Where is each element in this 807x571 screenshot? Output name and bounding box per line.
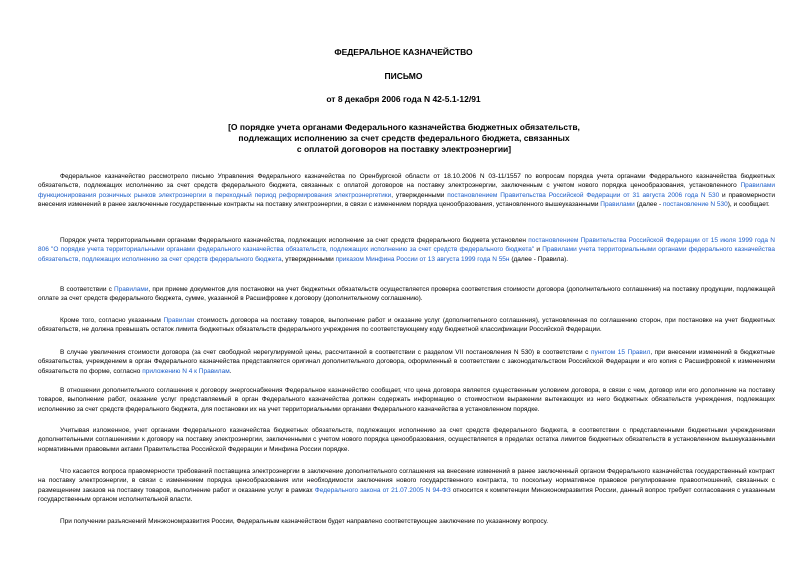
link-rules-item-15[interactable]: пунктом 15 Правил <box>590 349 651 356</box>
link-rules[interactable]: Правилами <box>113 286 149 293</box>
paragraph-text: Кроме того, согласно указанным <box>60 317 164 324</box>
paragraph-text: Учитывая изложенное, учет органами Федерального казначейства бюджетных обязательств, подлежащих исполнению за счет средств федерального бюджета, в соответствии с представленными бюджетными учреждениями дополнительными соглашениями к договору на поставку электроэнергии, заключенными с учетом нового порядка ценообразования, осуществляется в пределах остатка лимитов бюджетных обязательств в установленном вышеуказанными нормативными правовыми актами Правительства Российской Федерации и Минфина России порядке. <box>38 427 775 453</box>
paragraph-text: , утвержденными <box>391 191 448 199</box>
paragraph-text: В соответствии с <box>60 286 114 293</box>
paragraph-text: , утвержденными <box>281 255 336 263</box>
document-title <box>200 122 608 155</box>
paragraph-3 <box>38 285 775 304</box>
link-resolution-530[interactable]: постановлением Правительства Российской Федерации от 31 августа 2006 года N 530 <box>447 191 720 199</box>
paragraph-4 <box>38 316 775 335</box>
link-resolution-806[interactable]: постановлением Правительства Российской Федерации от 15 июля 1999 года N 806 "О порядке учета территориальными органами федерального казначейства обязательств, подлежащих исполнению за счет средств федерального бюджета" <box>38 237 776 254</box>
paragraph-text: , при внесении изменений в бюджетные обязательства, учреждением в орган Федерального казначейства представляется оригинал дополнительного договора, оформленный в соответствии с законодательством Российской Федерации и его копия с Расшифровкой к изменениям обязательств по форме, согласно <box>38 349 775 375</box>
paragraph-8 <box>38 467 775 504</box>
agency-header: ФЕДЕРАЛЬНОЕ КАЗНАЧЕЙСТВО <box>334 47 473 57</box>
paragraph-1 <box>38 172 775 209</box>
title-line: подлежащих исполнению за счет средств федерального бюджета, связанных <box>238 133 570 143</box>
paragraph-text: , при приеме документов для постановки на учет бюджетных обязательств осуществляется проверка соответствия стоимости договора (дополнительного соглашения) на поставку продукции, подлежащей оплате за счет средств федерального бюджета, сумме, указанной в Расшифровке к договору (дополнительному соглашению). <box>38 286 776 303</box>
paragraph-text: относится к компетенции Минэкономразвития России, данный вопрос требует согласования с указанным государственным органом исполнительной власти. <box>38 486 775 503</box>
paragraph-text: ), и сообщает. <box>727 200 770 208</box>
title-line: [О порядке учета органами Федерального казначейства бюджетных обязательств, <box>228 122 580 132</box>
document-date-number: от 8 декабря 2006 года N 42-5.1-12/91 <box>326 94 481 104</box>
link-accounting-rules[interactable]: Правилами учета территориальными органами федерального казначейства обязательств, подлежащих исполнению за счет средств федерального бюджета <box>38 246 775 263</box>
paragraph-text: и правомерности внесения изменений в ранее заключенные государственные контракты на поставку электроэнергии, в связи с изменением порядка ценообразования, установленного вышеуказанными <box>38 191 776 208</box>
paragraph-5 <box>38 348 775 376</box>
title-line: с оплатой договоров на поставку электроэнергии] <box>296 144 512 154</box>
link-order-55n[interactable]: приказом Минфина России от 13 августа 1999 года N 55н <box>335 255 510 263</box>
paragraph-text: Порядок учета территориальными органами Федерального казначейства, подлежащих исполнение за счет средств федерального бюджета установлен <box>60 237 529 244</box>
link-resolution-n530[interactable]: постановление N 530 <box>662 200 728 208</box>
link-retail-market-rules[interactable]: Правилами функционирования розничных рынков электроэнергии в переходный период реформирования электроэнергетики <box>38 182 775 199</box>
link-rules[interactable]: Правилам <box>163 317 195 324</box>
paragraph-9 <box>38 517 775 526</box>
paragraph-text: (далее - Правила). <box>509 255 569 263</box>
paragraph-text: В случае увеличения стоимости договора (за счет свободной нерегулируемой цены, рассчитанной в соответствии с разделом VII постановления N 530) в соответствии с <box>60 349 591 356</box>
paragraph-text: Что касается вопроса правомерности требований поставщика электроэнергии в заключение дополнительного соглашения на внесение изменений в ранее заключенный органом Федерального казначейства государственный контракт на поставку электроэнергии, в связи с изменением порядка ценообразования или необходимости заключения нового государственного контракта, то поскольку нормативное правовое регулирование правоотношений, связанных с размещением заказов на поставку товаров, выполнение работ и оказание услуг в рамках <box>38 468 775 494</box>
link-appendix-4[interactable]: приложению N 4 к Правилам <box>142 367 230 375</box>
paragraph-7 <box>38 426 775 454</box>
link-federal-law-94fz[interactable]: Федерального закона от 21.07.2005 N 94-ФЗ <box>314 486 451 494</box>
paragraph-text: . <box>229 367 232 375</box>
paragraph-6 <box>38 386 775 414</box>
paragraph-text: и <box>534 246 543 254</box>
paragraph-text: стоимость договора на поставку товаров, выполнение работ и оказание услуг (дополнительного соглашения), установленная по соглашению сторон, при постановке на учет бюджетных обязательств, не должна превышать остаток лимита бюджетных обязательств федерального учреждения по соответствующему коду бюджетной классификации Российской Федерации. <box>38 317 775 334</box>
link-rules[interactable]: Правилами <box>600 200 635 208</box>
paragraph-text: Федеральное казначейство рассмотрело письмо Управления Федерального казначейства по Оренбургской области от 18.10.2006 N 03-11/1557 по вопросам порядка учета органами Федерального казначейства бюджетных обязательств, подлежащих исполнению за счет средств федерального бюджета, связанных с оплатой договоров на поставку электроэнергии, заключенным с учетом нового порядка ценообразования, установленного <box>38 173 775 190</box>
paragraph-text: (далее - <box>634 200 663 208</box>
paragraph-text: В отношении дополнительного соглашения к договору энергоснабжения Федеральное казначейство сообщает, что цена договора является существенным условием договора, в связи с чем, договор или его дополнение на поставку товаров, выполнение работ, оказание услуг представляемый в орган Федерального казначейства должен содержать информацию о стоимостном выражении вытекающих из него бюджетных обязательств учреждения, подлежащих исполнению за счет средств федерального бюджета, для постановки их на учет территориальными органами Федерального казначейства в установленном порядке. <box>38 387 775 413</box>
paragraph-2 <box>38 236 775 264</box>
paragraph-text: При получении разъяснений Минэкономразвития России, Федеральным казначейством будет направлено соответствующее заключение по указанному вопросу. <box>60 518 549 525</box>
document-type: ПИСЬМО <box>384 71 423 81</box>
